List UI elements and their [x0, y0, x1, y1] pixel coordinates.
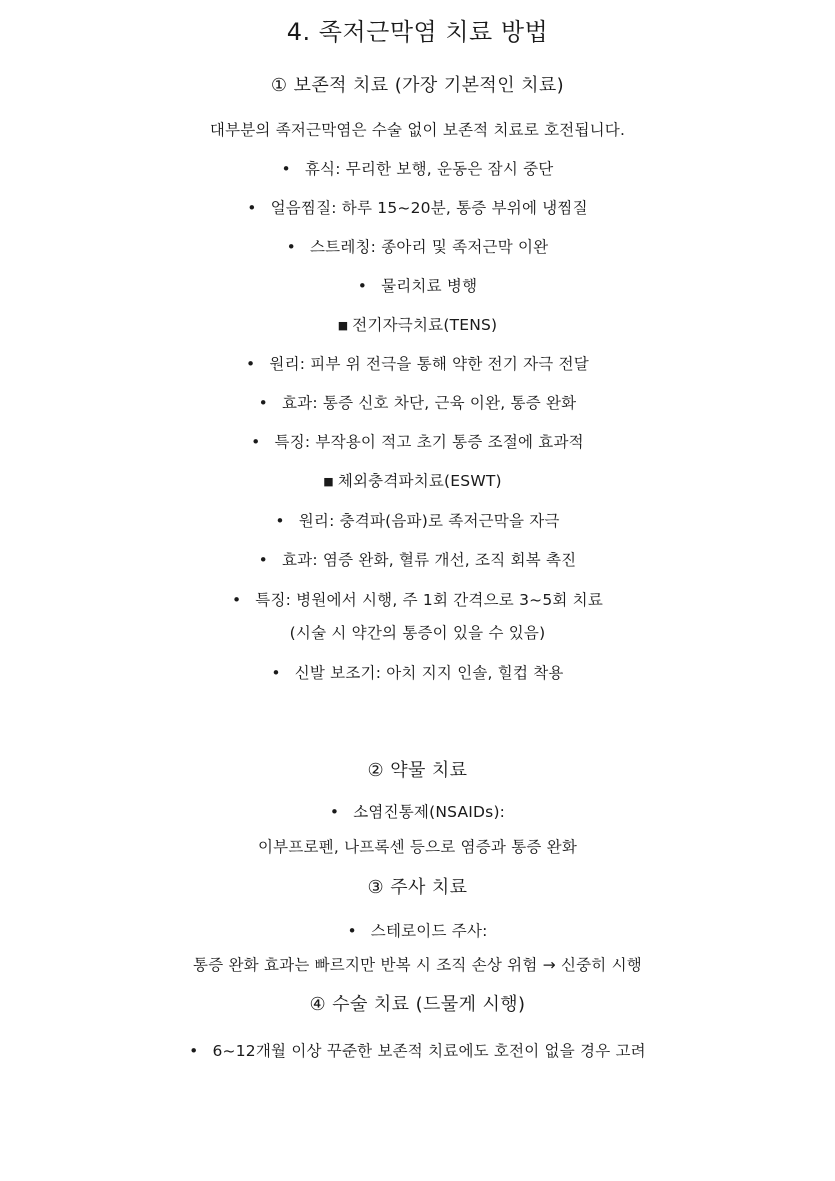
list-item: • 특징: 부작용이 적고 초기 통증 조절에 효과적: [251, 433, 584, 451]
list-item: • 신발 보조기: 아치 지지 인솔, 힐컵 착용: [271, 664, 564, 682]
tens-heading: ■ 전기자극치료(TENS): [0, 314, 835, 337]
list-item: • 얼음찜질: 하루 15~20분, 통증 부위에 냉찜질: [247, 199, 588, 217]
bullet-icon: •: [286, 238, 296, 256]
section1-intro: 대부분의 족저근막염은 수술 없이 보존적 치료로 호전됩니다.: [209, 121, 626, 139]
list-item: • 효과: 염증 완화, 혈류 개선, 조직 회복 촉진: [258, 551, 577, 569]
list-item: • 원리: 충격파(음파)로 족저근막을 자극: [275, 512, 560, 530]
bullet-icon: •: [258, 394, 268, 412]
bullet-icon: •: [231, 591, 242, 609]
bullet-icon: •: [275, 512, 285, 530]
list-item: • 소염진통제(NSAIDs):: [329, 803, 506, 821]
bullet-icon: •: [258, 551, 268, 569]
list-item: • 휴식: 무리한 보행, 운동은 잠시 중단: [281, 160, 554, 178]
bullet-icon: •: [271, 664, 281, 682]
eswt-note: (시술 시 약간의 통증이 있을 수 있음): [289, 624, 546, 642]
list-item: • 원리: 피부 위 전극을 통해 약한 전기 자극 전달: [246, 355, 589, 373]
section2-heading: ② 약물 치료: [367, 760, 468, 781]
list-item: • 물리치료 병행: [357, 277, 478, 295]
eswt-heading: ■ 체외충격파치료(ESWT): [0, 470, 835, 493]
page-title: 4. 족저근막염 치료 방법: [286, 18, 549, 46]
list-item: • 특징: 병원에서 시행, 주 1회 간격으로 3~5회 치료: [231, 591, 604, 609]
bullet-icon: •: [347, 922, 357, 940]
square-bullet-icon: ■: [323, 475, 334, 488]
bullet-icon: •: [251, 433, 261, 451]
bullet-icon: •: [357, 277, 368, 295]
list-item: • 스테로이드 주사:: [347, 922, 488, 940]
bullet-icon: •: [281, 160, 291, 178]
list-item: • 효과: 통증 신호 차단, 근육 이완, 통증 완화: [258, 394, 577, 412]
section2-description: 이부프로펜, 나프록센 등으로 염증과 통증 완화: [257, 838, 578, 856]
section3-heading: ③ 주사 치료: [367, 877, 468, 898]
section1-heading: ① 보존적 치료 (가장 기본적인 치료): [270, 75, 565, 96]
bullet-icon: •: [247, 199, 257, 217]
bullet-icon: •: [189, 1042, 199, 1060]
list-item: • 스트레칭: 종아리 및 족저근막 이완: [286, 238, 549, 256]
section3-description: 통증 완화 효과는 빠르지만 반복 시 조직 손상 위험 → 신중히 시행: [193, 956, 642, 974]
bullet-icon: •: [329, 803, 340, 821]
section4-heading: ④ 수술 치료 (드물게 시행): [309, 994, 526, 1015]
bullet-icon: •: [246, 355, 256, 373]
square-bullet-icon: ■: [337, 319, 349, 332]
list-item: • 6~12개월 이상 꾸준한 보존적 치료에도 호전이 없을 경우 고려: [189, 1042, 646, 1060]
